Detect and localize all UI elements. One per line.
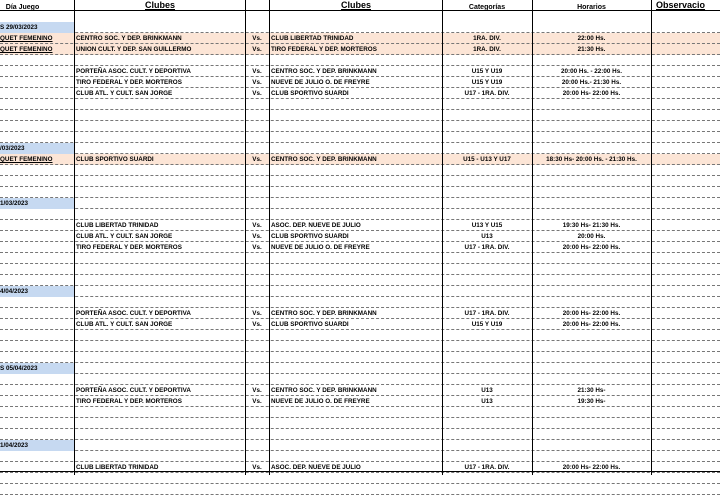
match-date: 4/04/2023 [0, 286, 74, 297]
date-row [0, 363, 720, 374]
home-club: TIRO FEDERAL Y DEP. MORTEROS [76, 398, 182, 405]
category: U13 [481, 387, 493, 394]
home-club: TIRO FEDERAL Y DEP. MORTEROS [76, 244, 182, 251]
day-label [0, 77, 74, 88]
header-clubes-local: Clubes [144, 0, 175, 10]
match-row [0, 44, 720, 55]
date-row [0, 143, 720, 154]
header-observaciones: Observacio [656, 0, 706, 10]
versus-label: Vs. [252, 398, 262, 405]
empty-row [0, 209, 720, 220]
empty-row [0, 429, 720, 440]
home-club: CLUB ATL. Y CULT. SAN JORGE [76, 233, 173, 240]
empty-row [0, 132, 720, 143]
empty-row [0, 374, 720, 385]
empty-row [0, 99, 720, 110]
empty-row [0, 264, 720, 275]
schedule-time: 20:00 Hs- 22:00 Hs. [562, 310, 621, 317]
empty-row [0, 275, 720, 286]
schedule-time: 18:30 Hs- 20:00 Hs. - 21:30 Hs. [546, 156, 637, 163]
away-club: TIRO FEDERAL Y DEP. MORTEROS [271, 46, 377, 53]
match-date: /03/2023 [0, 143, 74, 154]
match-row [0, 88, 720, 99]
away-club: ASOC. DEP. NUEVE DE JULIO [271, 222, 361, 229]
match-date: S 05/04/2023 [0, 363, 74, 374]
match-row [0, 33, 720, 44]
day-label [0, 88, 74, 99]
schedule-time: 20:00 Hs.- 21:30 Hs. [561, 79, 622, 86]
date-row [0, 22, 720, 33]
schedule-time: 21:30 Hs. [577, 46, 606, 53]
versus-label: Vs. [252, 79, 262, 86]
category: U15 - U13 Y U17 [463, 156, 511, 163]
header-rule [0, 10, 720, 11]
home-club: CLUB LIBERTAD TRINIDAD [76, 222, 159, 229]
date-row [0, 440, 720, 451]
away-club: CENTRO SOC. Y DEP. BRINKMANN [271, 68, 377, 75]
empty-row [0, 253, 720, 264]
schedule-time: 19:30 Hs- 21:30 Hs. [562, 222, 621, 229]
schedule-time: 22:00 Hs. [577, 35, 606, 42]
empty-row [0, 187, 720, 198]
empty-row [0, 484, 720, 495]
home-club: CLUB LIBERTAD TRINIDAD [76, 464, 159, 471]
column-divider [442, 0, 443, 475]
match-row [0, 385, 720, 396]
match-row [0, 77, 720, 88]
category: U13 Y U15 [471, 222, 503, 229]
day-label [0, 220, 74, 231]
schedule-time: 21:30 Hs- [577, 387, 606, 394]
match-row [0, 462, 720, 473]
category: U15 Y U19 [471, 321, 503, 328]
away-club: NUEVE DE JULIO O. DE FREYRE [271, 244, 370, 251]
schedule-time: 20:00 Hs- 22:00 Hs. [562, 244, 621, 251]
match-row [0, 66, 720, 77]
category: 1RA. DIV. [473, 46, 501, 53]
day-label [0, 242, 74, 253]
day-label [0, 319, 74, 330]
match-date: 1/04/2023 [0, 440, 74, 451]
schedule-time: 20:00 Hs- 22:00 Hs. [562, 90, 621, 97]
versus-label: Vs. [252, 244, 262, 251]
day-label: QUET FEMENINO [0, 46, 53, 53]
away-club: CENTRO SOC. Y DEP. BRINKMANN [271, 387, 377, 394]
date-row [0, 286, 720, 297]
empty-row [0, 297, 720, 308]
home-club: PORTEÑA ASOC. CULT. Y DEPORTIVA [76, 310, 191, 317]
day-label [0, 66, 74, 77]
empty-row [0, 341, 720, 352]
category: U17 - 1RA. DIV. [464, 244, 510, 251]
category: 1RA. DIV. [473, 35, 501, 42]
day-label: QUET FEMENINO [0, 156, 53, 163]
column-divider [245, 0, 246, 475]
day-label [0, 396, 74, 407]
category: U15 Y U19 [471, 68, 503, 75]
match-row [0, 231, 720, 242]
category: U13 [481, 398, 493, 405]
match-row [0, 308, 720, 319]
versus-label: Vs. [252, 35, 262, 42]
column-divider [651, 0, 652, 475]
header-horarios: Horarios [577, 4, 606, 11]
schedule-time: 19:30 Hs- [577, 398, 606, 405]
day-label [0, 462, 74, 473]
versus-label: Vs. [252, 233, 262, 240]
match-row [0, 154, 720, 165]
empty-row [0, 451, 720, 462]
category: U13 [481, 233, 493, 240]
away-club: CLUB SPORTIVO SUARDI [271, 233, 349, 240]
home-club: CENTRO SOC. Y DEP. BRINKMANN [76, 35, 182, 42]
home-club: PORTEÑA ASOC. CULT. Y DEPORTIVA [76, 68, 191, 75]
match-date: S 29/03/2023 [0, 22, 74, 33]
header-clubes-visitante: Clubes [340, 0, 371, 10]
category: U17 - 1RA. DIV. [464, 310, 510, 317]
versus-label: Vs. [252, 222, 262, 229]
day-label [0, 308, 74, 319]
versus-label: Vs. [252, 310, 262, 317]
versus-label: Vs. [252, 387, 262, 394]
empty-row [0, 121, 720, 132]
away-club: NUEVE DE JULIO O. DE FREYRE [271, 79, 370, 86]
empty-row [0, 418, 720, 429]
match-row [0, 220, 720, 231]
schedule-time: 20:00 Hs- 22:00 Hs. [562, 464, 621, 471]
versus-label: Vs. [252, 464, 262, 471]
schedule-time: 20:00 Hs- 22:00 Hs. [562, 321, 621, 328]
empty-row [0, 110, 720, 121]
versus-label: Vs. [252, 68, 262, 75]
away-club: CENTRO SOC. Y DEP. BRINKMANN [271, 156, 377, 163]
away-club: CENTRO SOC. Y DEP. BRINKMANN [271, 310, 377, 317]
header-dia-juego: Día Juego [5, 4, 40, 11]
home-club: TIRO FEDERAL Y DEP. MORTEROS [76, 79, 182, 86]
versus-label: Vs. [252, 321, 262, 328]
versus-label: Vs. [252, 156, 262, 163]
match-row [0, 319, 720, 330]
column-divider [74, 0, 75, 475]
schedule-time: 20:00 Hs. - 22:00 Hs. [561, 68, 622, 75]
home-club: CLUB SPORTIVO SUARDI [76, 156, 154, 163]
match-date: 1/03/2023 [0, 198, 74, 209]
column-divider [269, 0, 270, 475]
away-club: ASOC. DEP. NUEVE DE JULIO [271, 464, 361, 471]
match-row [0, 396, 720, 407]
empty-row [0, 176, 720, 187]
category: U15 Y U19 [471, 79, 503, 86]
home-club: CLUB ATL. Y CULT. SAN JORGE [76, 321, 173, 328]
home-club: UNION CULT. Y DEP. SAN GUILLERMO [76, 46, 192, 53]
away-club: CLUB LIBERTAD TRINIDAD [271, 35, 354, 42]
versus-label: Vs. [252, 46, 262, 53]
schedule-time: 20:00 Hs. [577, 233, 606, 240]
away-club: CLUB SPORTIVO SUARDI [271, 321, 349, 328]
day-label: QUET FEMENINO [0, 35, 53, 42]
versus-label: Vs. [252, 90, 262, 97]
empty-row [0, 165, 720, 176]
empty-row [0, 352, 720, 363]
empty-row [0, 330, 720, 341]
day-label [0, 231, 74, 242]
empty-row [0, 407, 720, 418]
day-label [0, 385, 74, 396]
empty-row [0, 55, 720, 66]
category: U17 - 1RA. DIV. [464, 464, 510, 471]
away-club: CLUB SPORTIVO SUARDI [271, 90, 349, 97]
category: U17 - 1RA. DIV. [464, 90, 510, 97]
date-row [0, 198, 720, 209]
home-club: CLUB ATL. Y CULT. SAN JORGE [76, 90, 173, 97]
away-club: NUEVE DE JULIO O. DE FREYRE [271, 398, 370, 405]
match-row [0, 242, 720, 253]
header-categorias: Categorías [468, 4, 506, 11]
column-divider [532, 0, 533, 475]
home-club: PORTEÑA ASOC. CULT. Y DEPORTIVA [76, 387, 191, 394]
